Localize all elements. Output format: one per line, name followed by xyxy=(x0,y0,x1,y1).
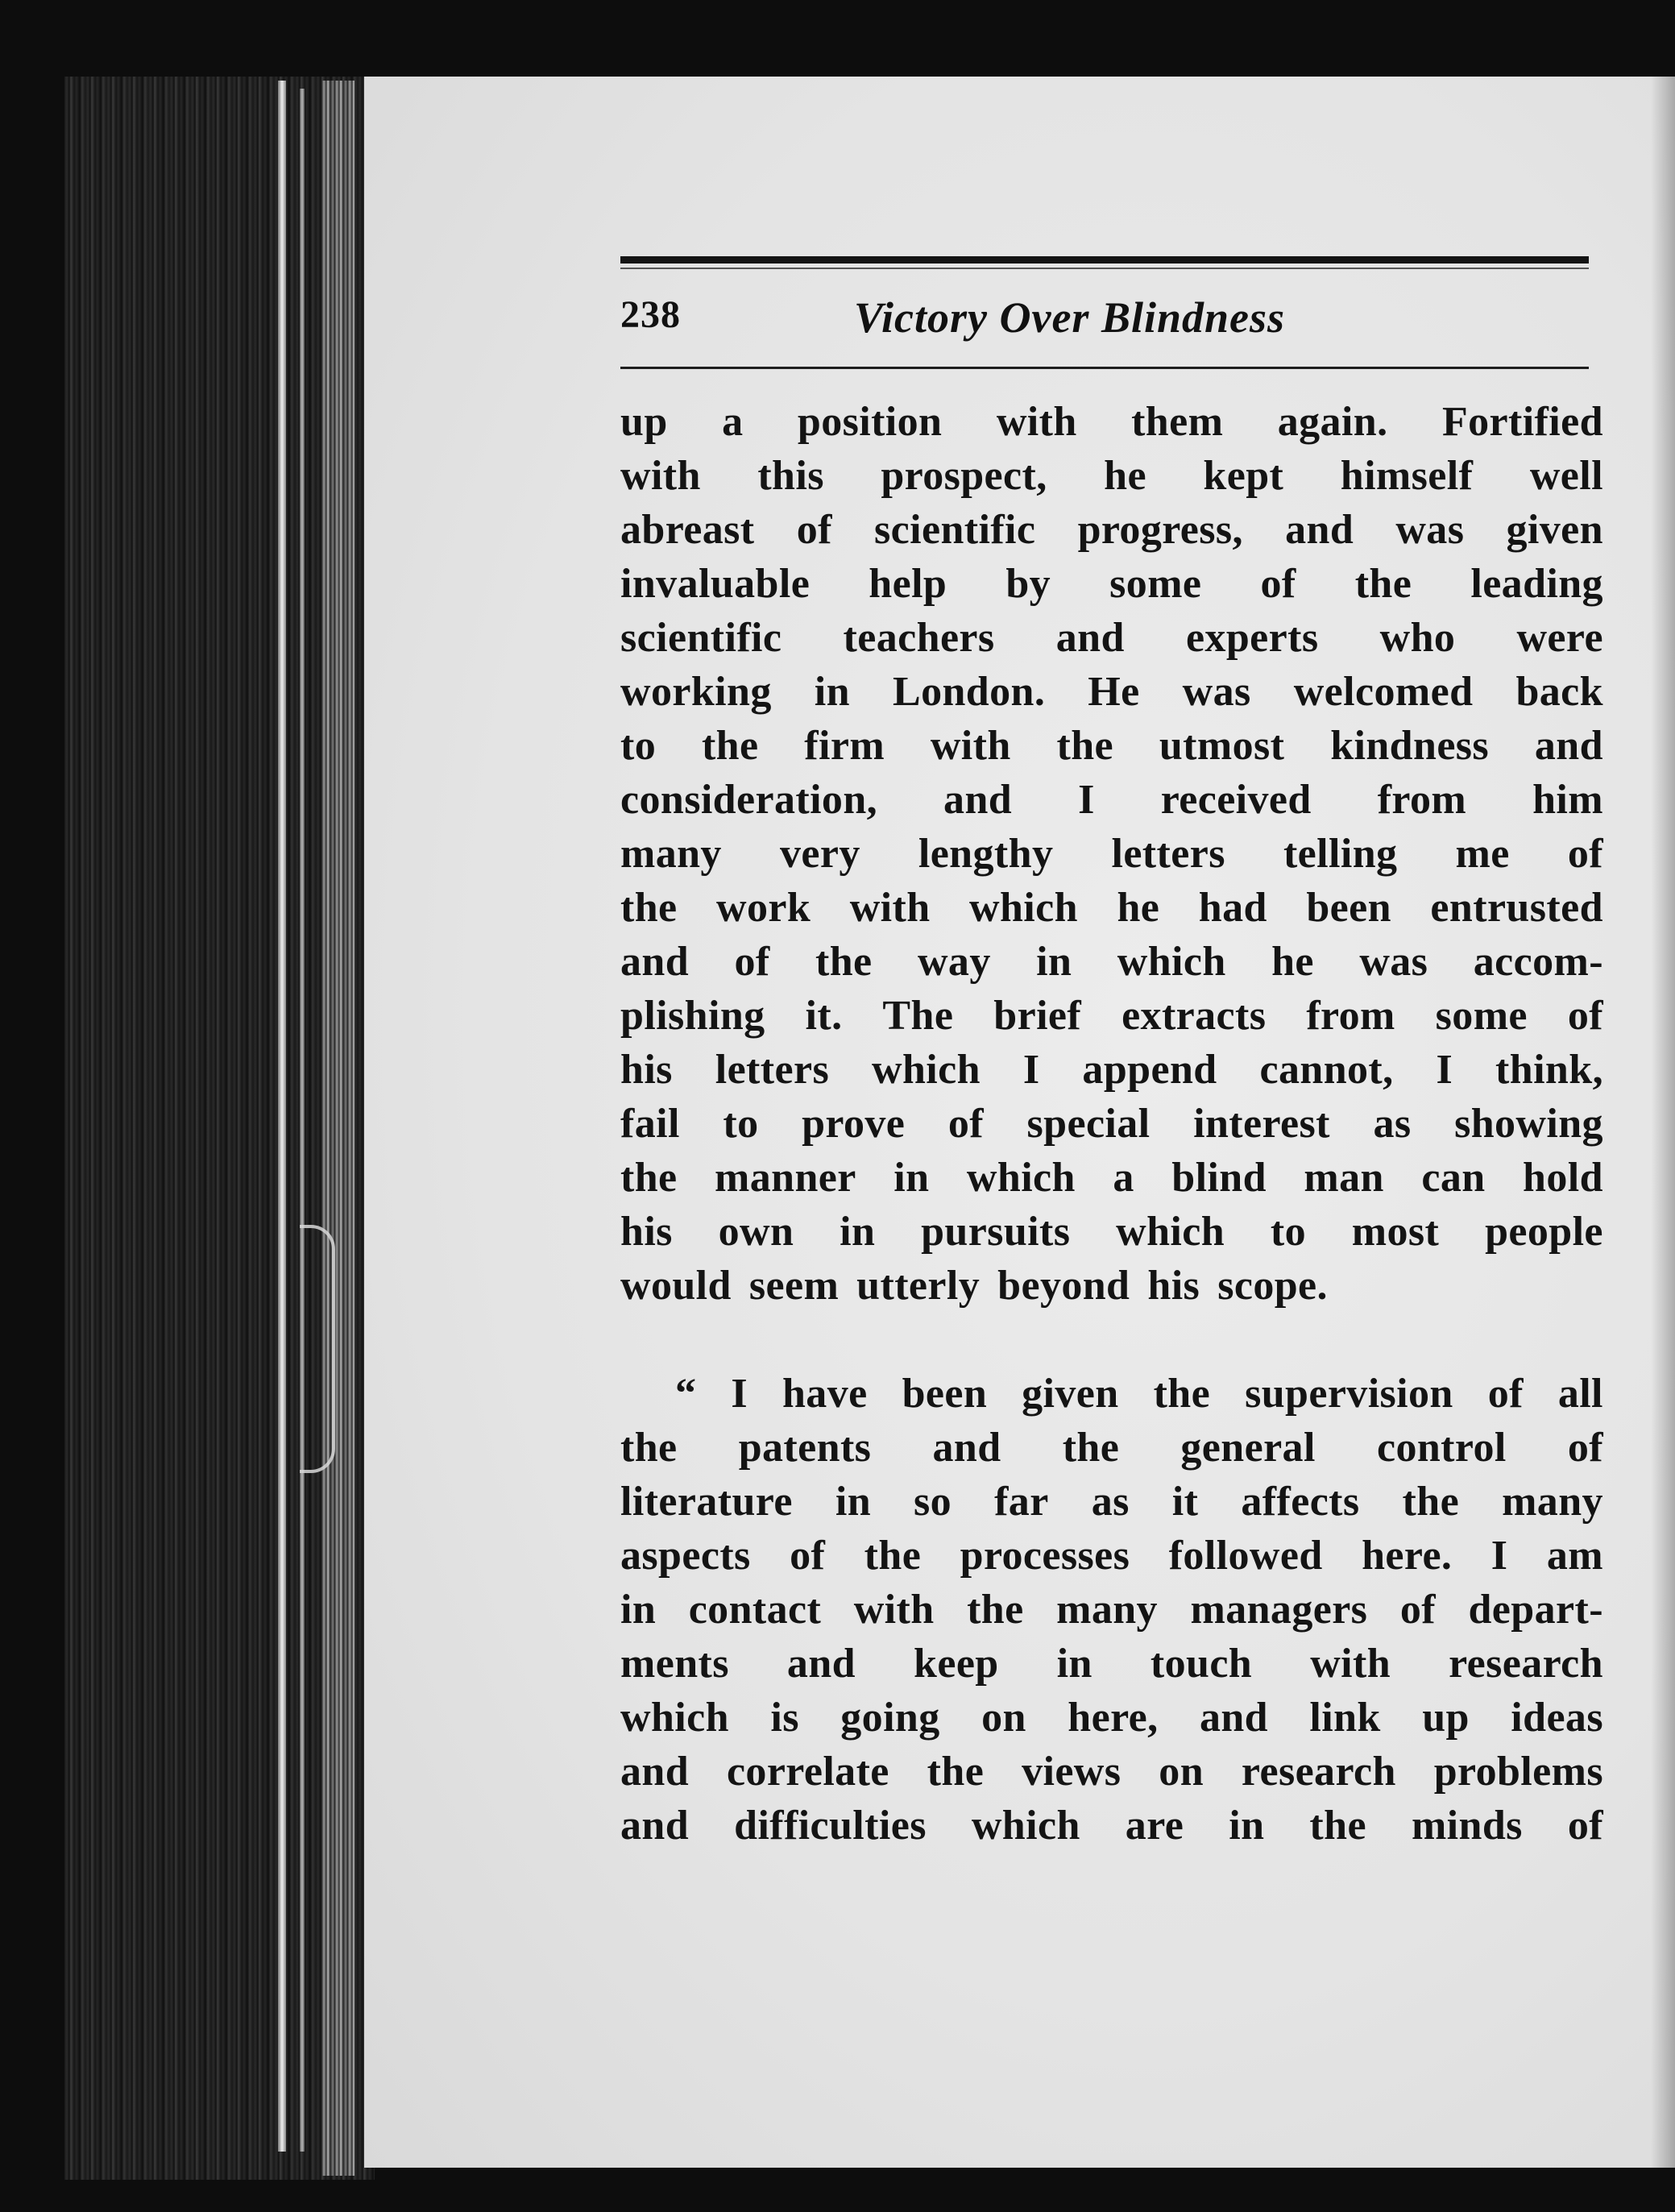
page-header xyxy=(620,293,1589,349)
running-head: Victory Over Blindness xyxy=(854,293,1286,342)
text-line: many very lengthy letters telling me of xyxy=(620,831,1603,877)
page-edge-highlight xyxy=(278,81,286,2152)
text-line: the manner in which a blind man can hold xyxy=(620,1155,1603,1201)
text-line: the patents and the general control of xyxy=(620,1425,1603,1471)
text-line: and difficulties which are in the minds of xyxy=(620,1803,1603,1849)
text-line: would seem utterly beyond his scope. xyxy=(620,1263,1328,1309)
text-line: ments and keep in touch with research xyxy=(620,1641,1603,1687)
text-line: aspects of the processes followed here. I am xyxy=(620,1533,1603,1579)
header-rule-thick xyxy=(620,256,1589,264)
text-line: literature in so far as it affects the many xyxy=(620,1479,1603,1525)
text-line: abreast of scientific progress, and was given xyxy=(620,507,1603,553)
text-line: up a position with them again. Fortified xyxy=(620,399,1603,445)
text-line: consideration, and I received from him xyxy=(620,777,1603,823)
text-line: his own in pursuits which to most people xyxy=(620,1209,1603,1255)
binding-stripes xyxy=(322,81,354,2176)
text-line: the work with which he had been entrusted xyxy=(620,885,1603,931)
text-line: working in London. He was welcomed back xyxy=(620,669,1603,715)
header-rule-thin xyxy=(620,268,1589,269)
text-line: with this prospect, he kept himself well xyxy=(620,453,1603,499)
text-line: which is going on here, and link up ideas xyxy=(620,1695,1603,1741)
text-line: in contact with the many managers of depart- xyxy=(620,1587,1603,1633)
paragraph-gap xyxy=(620,1313,1603,1367)
text-line: invaluable help by some of the leading xyxy=(620,561,1603,607)
paragraph xyxy=(620,395,1603,1313)
book-page xyxy=(364,77,1675,2168)
text-line: to the firm with the utmost kindness and xyxy=(620,723,1603,769)
text-line: “ I have been given the supervision of all xyxy=(675,1371,1603,1417)
bookmark-string xyxy=(300,1225,335,1473)
text-line: scientific teachers and experts who were xyxy=(620,615,1603,661)
text-line: fail to prove of special interest as showing xyxy=(620,1101,1603,1147)
text-line: his letters which I append cannot, I think, xyxy=(620,1047,1603,1093)
text-line: and of the way in which he was accom- xyxy=(620,939,1603,985)
page-number: 238 xyxy=(620,293,681,336)
header-underline xyxy=(620,367,1589,369)
text-line: and correlate the views on research problems xyxy=(620,1749,1603,1795)
page-shadow xyxy=(1651,77,1675,2168)
text-line: plishing it. The brief extracts from some of xyxy=(620,993,1603,1039)
page-edge-highlight xyxy=(300,89,305,2152)
paragraph xyxy=(620,1367,1603,1853)
body-text xyxy=(620,395,1603,1853)
